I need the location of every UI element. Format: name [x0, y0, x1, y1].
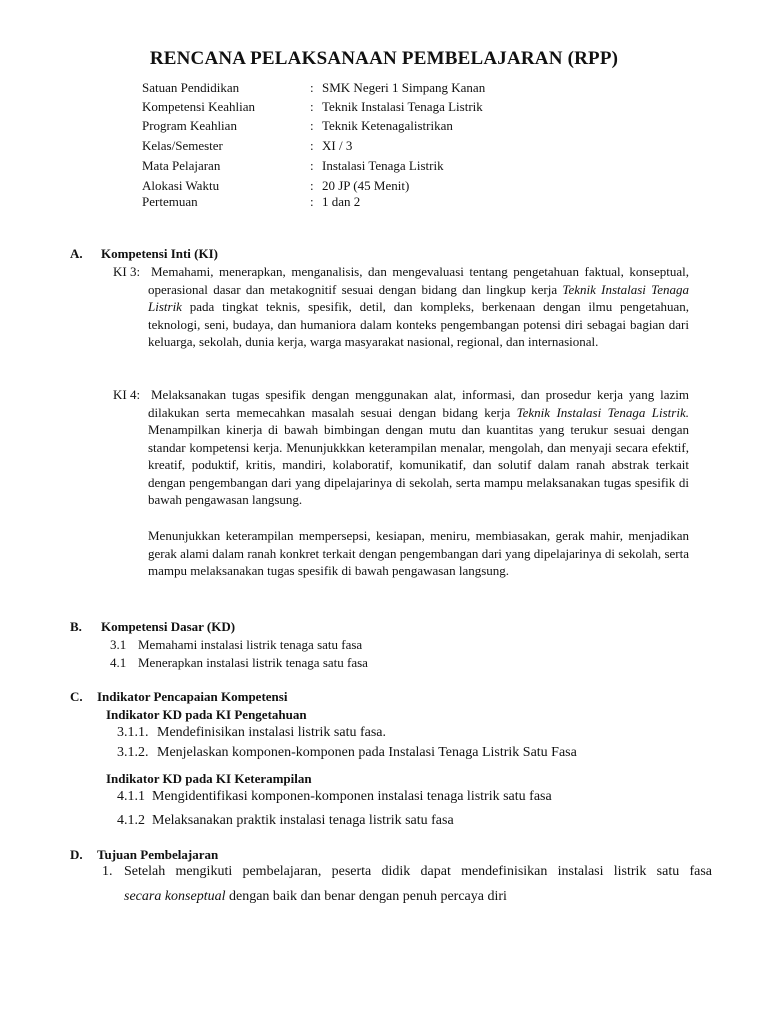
ki3-text-2: pada tingkat teknis, spesifik, detil, dan kompleks, berkenaan dengan ilmu pengetahuan, teknologi, seni, budaya, dan humaniora dalam konteks pengembangan potensi diri sebagai bagian dari keluarga, sekolah, dunia kerja, warga masyarakat nasional, regional, dan internasional. — [148, 299, 689, 349]
indicator-item — [117, 812, 454, 830]
goal-text: dengan baik dan benar dengan penuh percaya diri — [225, 889, 507, 904]
identity-colon: : — [310, 178, 314, 193]
identity-label: Pertemuan — [142, 194, 198, 209]
indicator-number: 4.1.2 — [117, 813, 145, 828]
identity-value: 1 dan 2 — [322, 194, 361, 209]
goal-number: 1. — [102, 864, 113, 879]
identity-value: Instalasi Tenaga Listrik — [322, 158, 444, 173]
goal-text-line-1: Setelah mengikuti pembelajaran, peserta didik dapat mendefinisikan instalasi listrik satu fasa — [124, 864, 712, 879]
identity-colon: : — [310, 194, 314, 209]
identity-colon: : — [310, 158, 314, 173]
page-title: RENCANA PELAKSANAAN PEMBELAJARAN (RPP) — [149, 48, 619, 69]
indicator-item — [117, 788, 552, 806]
identity-colon: : — [310, 118, 314, 133]
section-letter: D. — [70, 847, 83, 862]
section-d-heading — [70, 846, 218, 864]
goal-text-line-2 — [124, 888, 507, 906]
kd-item — [110, 654, 368, 672]
ki4-italic-text: Teknik Instalasi Tenaga Listrik. — [516, 404, 689, 420]
subsection-title-keterampilan: Indikator KD pada KI Keterampilan — [106, 771, 312, 786]
ki3-label: KI 3: — [113, 264, 141, 279]
section-c-heading — [70, 688, 287, 706]
identity-label: Program Keahlian — [142, 118, 237, 133]
section-a-heading — [70, 245, 218, 263]
section-title: Kompetensi Inti (KI) — [101, 246, 218, 261]
goal-italic-text: secara konseptual — [124, 889, 226, 904]
ki3-text-1: Memahami, menerapkan, menganalisis, dan mengevaluasi tentang pengetahuan faktual, konseptual, operasional dasar dan metakognitif sesuai dengan bidang dan lingkup kerja — [148, 264, 689, 297]
ki4-text-1: Melaksanakan tugas spesifik dengan menggunakan alat, informasi, dan prosedur kerja yang lazim dilakukan serta memecahkan masalah sesuai dengan bidang kerja — [148, 387, 689, 420]
kd-number: 3.1 — [110, 637, 127, 652]
identity-label: Alokasi Waktu — [142, 178, 220, 193]
ki3-paragraph — [148, 263, 689, 351]
section-title: Tujuan Pembelajaran — [97, 847, 219, 862]
section-letter: B. — [70, 619, 82, 634]
indicator-text: Mendefinisikan instalasi listrik satu fasa. — [157, 725, 387, 740]
ki4-text-2: Menampilkan kinerja di bawah bimbingan dengan mutu dan kuantitas yang terukur sesuai dengan standar kompetensi kerja. Menunjukkkan keterampilan menalar, mengolah, dan menyaji secara efektif, kreatif, poduktif, kritis, mandiri, kolaboratif, komunikatif, dan solutif dalam ranah abstrak terkait dengan pengembangan dari yang dipelajarinya di sekolah, serta mampu melaksanakan tugas spesifik di bawah pengawasan langsung. — [148, 422, 689, 507]
identity-value: Teknik Ketenagalistrikan — [322, 118, 453, 133]
identity-colon: : — [310, 138, 314, 153]
kd-text: Memahami instalasi listrik tenaga satu fasa — [138, 637, 363, 652]
indicator-number: 3.1.1. — [117, 725, 149, 740]
identity-colon: : — [310, 80, 314, 95]
kd-text: Menerapkan instalasi listrik tenaga satu fasa — [138, 655, 368, 670]
identity-value: SMK Negeri 1 Simpang Kanan — [322, 80, 486, 95]
section-title: Indikator Pencapaian Kompetensi — [97, 689, 288, 704]
identity-label: Kompetensi Keahlian — [142, 99, 255, 114]
identity-colon: : — [310, 99, 314, 114]
identity-value: 20 JP (45 Menit) — [322, 178, 410, 193]
ki4-paragraph — [148, 386, 689, 509]
subsection-title-pengetahuan: Indikator KD pada KI Pengetahuan — [106, 707, 307, 722]
indicator-item — [117, 744, 577, 762]
ki3-italic-text: Teknik Instalasi Tenaga Listrik — [148, 281, 689, 314]
indicator-number: 3.1.2. — [117, 745, 149, 760]
indicator-number: 4.1.1 — [117, 789, 145, 804]
identity-value: XI / 3 — [322, 138, 353, 153]
indicator-item — [117, 724, 386, 742]
identity-label: Mata Pelajaran — [142, 158, 221, 173]
kd-item — [110, 636, 362, 654]
section-title: Kompetensi Dasar (KD) — [101, 619, 236, 634]
section-b-heading — [70, 618, 235, 636]
ki4-label: KI 4: — [113, 387, 141, 402]
identity-label: Satuan Pendidikan — [142, 80, 240, 95]
indicator-text: Mengidentifikasi komponen-komponen instalasi tenaga listrik satu fasa — [152, 789, 552, 804]
indicator-text: Melaksanakan praktik instalasi tenaga listrik satu fasa — [152, 813, 454, 828]
section-letter: A. — [70, 246, 83, 261]
kd-number: 4.1 — [110, 655, 127, 670]
ki4-paragraph-2: Menunjukkan keterampilan mempersepsi, kesiapan, meniru, membiasakan, gerak mahir, menjadikan gerak alami dalam ranah konkret terkait dengan pengembangan dari yang dipelajarinya di sekolah, serta mampu melaksanakan tugas spesifik di bawah pengawasan langsung. — [148, 528, 689, 578]
section-letter: C. — [70, 689, 83, 704]
identity-value: Teknik Instalasi Tenaga Listrik — [322, 99, 483, 114]
indicator-text: Menjelaskan komponen-komponen pada Instalasi Tenaga Listrik Satu Fasa — [157, 745, 577, 760]
identity-label: Kelas/Semester — [142, 138, 223, 153]
